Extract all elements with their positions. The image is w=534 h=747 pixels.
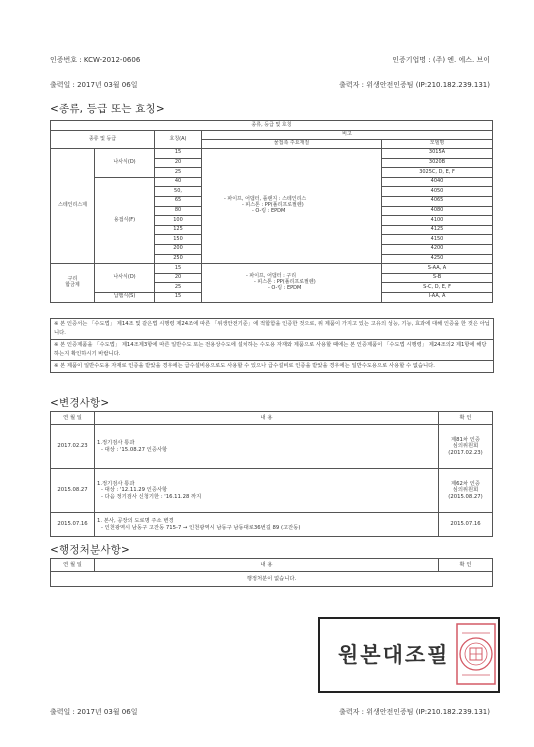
col-confirm: 확 인 bbox=[439, 559, 493, 572]
size-cell: 65 bbox=[155, 196, 202, 206]
section-type-title: <종류, 등급 또는 효칭> bbox=[50, 103, 165, 115]
official-seal-icon bbox=[456, 623, 496, 685]
model-cell: S-B bbox=[382, 273, 493, 283]
cert-number: 인증번호 : KCW-2012-0606 bbox=[50, 56, 141, 64]
company-name: 인증기업명 : (주) 엔. 에스. 브이 bbox=[392, 56, 490, 64]
print-date: 출력일 : 2017년 03월 06일 bbox=[50, 81, 138, 89]
change-content: 1. 본사, 공장의 도로명 주소 변경 - 인천광역시 남동구 고잔동 715-7 → 인천광역시 남동구 남동대로36번길 89 (고잔동) bbox=[95, 513, 439, 537]
group-copper: 구리 합금제 bbox=[51, 264, 95, 302]
size-cell: 20 bbox=[155, 273, 202, 283]
sub-threaded-copper: 나사식(D) bbox=[95, 264, 155, 293]
section-admin-title: <행정처분사항> bbox=[50, 544, 131, 556]
sub-welded: 용접식(F) bbox=[95, 177, 155, 263]
model-cell: 4250 bbox=[382, 254, 493, 264]
type-grade-table bbox=[50, 120, 493, 303]
group-stainless: 스테인리스제 bbox=[51, 149, 95, 264]
size-cell: 15 bbox=[155, 264, 202, 274]
table-title: 종류, 등급 및 호칭 bbox=[51, 121, 493, 131]
notes-box bbox=[50, 318, 494, 373]
sub-soldered: 납땜식(S) bbox=[95, 292, 155, 302]
note-item: ※ 본 제품이 일반수도용 자재로 인증을 받았을 경우에는 급수설비용으로도 사용할 수 있으나 급수설비로 인증을 받았을 경우에는 일반수도용으로 사용할 수 없습니다. bbox=[51, 360, 493, 372]
footer-print-date: 출력일 : 2017년 03월 06일 bbox=[50, 708, 138, 716]
size-cell: 15 bbox=[155, 292, 202, 302]
model-cell: 4125 bbox=[382, 225, 493, 235]
footer-printed-by: 출력자 : 위생안전인증팀 (IP:210.182.239.131) bbox=[339, 708, 490, 716]
material-stainless: - 파이프, 어댑터, 플랜지 : 스테인리스 - 피스톤 : PP(폴리프로필렌) - O-링 : EPDM bbox=[202, 149, 382, 264]
size-cell: 20 bbox=[155, 158, 202, 168]
original-copy-stamp bbox=[318, 617, 500, 693]
col-content: 내 용 bbox=[95, 559, 439, 572]
note-item: ※ 본 인증제품을 「수도법」 제14조제3항에 따른 일반수도 또는 전용상수도에 설치하는 수도용 자재와 제품으로 사용할 때에는 본 인증제품이 「수도법 시행령」 제24조의2 제1항에 해당하는지 확인하시기 바랍니다. bbox=[51, 339, 493, 360]
change-content: 1.정기검사 통과 - 대상 : '12.11.29 인증사항 - 다음 정기검사 신청기한 : '16.11.28 까지 bbox=[95, 469, 439, 513]
col-remark: 비고 bbox=[202, 131, 493, 140]
model-cell: 4100 bbox=[382, 216, 493, 226]
model-cell: 4065 bbox=[382, 196, 493, 206]
size-cell: 250 bbox=[155, 254, 202, 264]
change-date: 2015.07.16 bbox=[51, 513, 95, 537]
size-cell: 15 bbox=[155, 149, 202, 159]
model-cell: 4200 bbox=[382, 244, 493, 254]
change-confirm: 2015.07.16 bbox=[439, 513, 493, 537]
note-item: ※ 본 인증서는 「수도법」 제14조 및 같은법 시행령 제24조에 따른 「위생안전기준」에 적합함을 인증한 것으로, 위 제품이 가지고 있는 고유의 성능, 기능, 효과에 대해 인증을 한 것은 아닙니다. bbox=[51, 318, 493, 339]
change-confirm: 제62차 인증 심의위원회 (2015.08.27) bbox=[439, 469, 493, 513]
model-cell: 3025C, D, E, F bbox=[382, 168, 493, 178]
col-confirm: 확 인 bbox=[439, 412, 493, 425]
model-cell: I-AA, A bbox=[382, 292, 493, 302]
size-cell: 25 bbox=[155, 168, 202, 178]
change-date: 2015.08.27 bbox=[51, 469, 95, 513]
size-cell: 125 bbox=[155, 225, 202, 235]
model-cell: 4080 bbox=[382, 206, 493, 216]
col-date: 연 월 일 bbox=[51, 412, 95, 425]
size-cell: 150 bbox=[155, 235, 202, 245]
material-copper: - 파이프, 어댑터 : 구리 - 피스톤 : PP(폴리프로필렌) - O-링 : EPDM bbox=[202, 264, 382, 302]
model-cell: 3020B bbox=[382, 158, 493, 168]
change-content: 1.정기검사 통과 - 대상 : '15.08.27 인증사항 bbox=[95, 425, 439, 469]
size-cell: 25 bbox=[155, 283, 202, 293]
admin-empty-message: 행정처분이 없습니다. bbox=[51, 572, 493, 587]
model-cell: S-C, D, E, F bbox=[382, 283, 493, 293]
model-cell: 4150 bbox=[382, 235, 493, 245]
model-cell: 4050 bbox=[382, 187, 493, 197]
model-cell: 3015A bbox=[382, 149, 493, 159]
model-cell: S-AA, A bbox=[382, 264, 493, 274]
admin-table bbox=[50, 558, 493, 587]
model-cell: 4040 bbox=[382, 177, 493, 187]
col-size: 호칭(A) bbox=[155, 131, 202, 149]
col-model: 모델명 bbox=[382, 140, 493, 149]
size-cell: 80 bbox=[155, 206, 202, 216]
changes-table bbox=[50, 411, 493, 537]
col-material: 물접촉 주요재질 bbox=[202, 140, 382, 149]
sub-threaded: 나사식(D) bbox=[95, 149, 155, 178]
size-cell: 100 bbox=[155, 216, 202, 226]
stamp-text: 원본대조필 bbox=[338, 642, 450, 667]
change-confirm: 제81차 인증 심의위원회 (2017.02.23) bbox=[439, 425, 493, 469]
section-changes-title: <변경사항> bbox=[50, 397, 110, 409]
change-date: 2017.02.23 bbox=[51, 425, 95, 469]
size-cell: 40 bbox=[155, 177, 202, 187]
col-type: 종류 및 등급 bbox=[51, 131, 155, 149]
size-cell: 50, bbox=[155, 187, 202, 197]
col-date: 연 월 일 bbox=[51, 559, 95, 572]
size-cell: 200 bbox=[155, 244, 202, 254]
col-content: 내 용 bbox=[95, 412, 439, 425]
printed-by: 출력자 : 위생안전인증팀 (IP:210.182.239.131) bbox=[339, 81, 490, 89]
